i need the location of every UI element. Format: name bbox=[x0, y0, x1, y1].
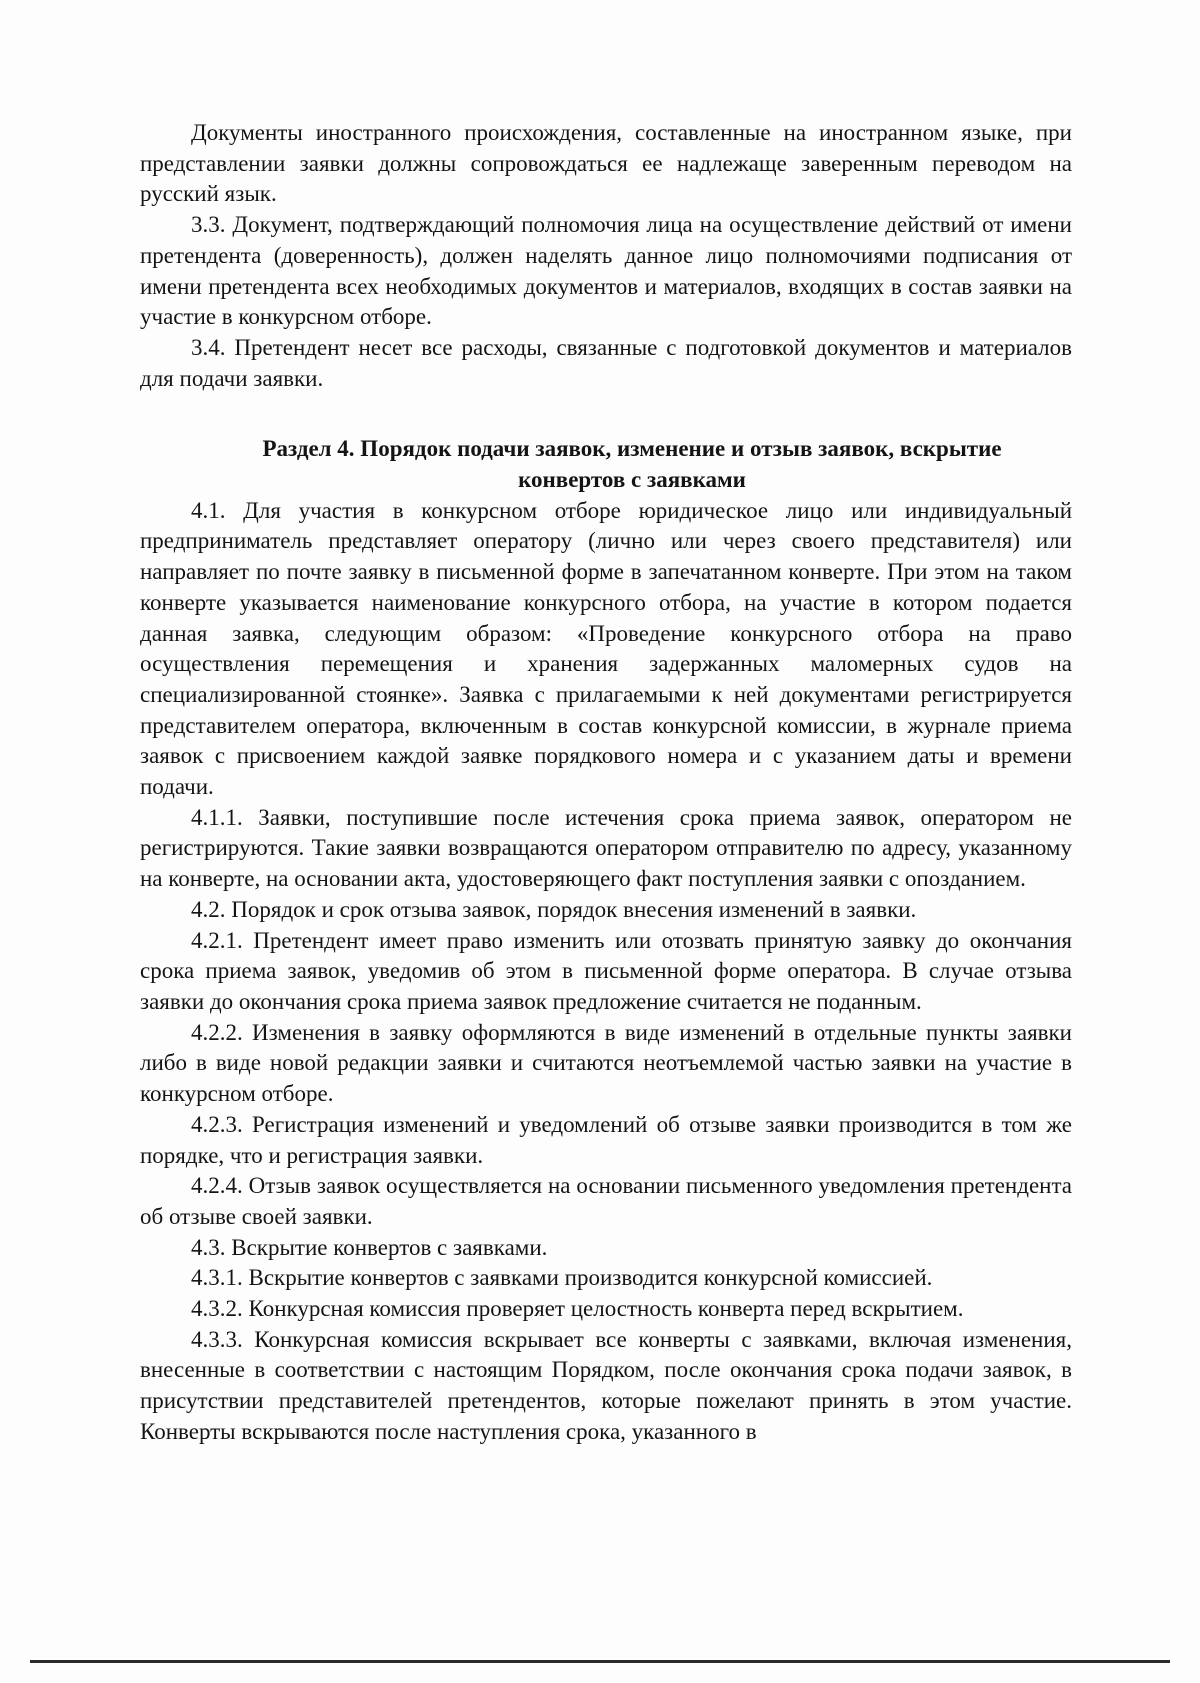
paragraph-4-3-2: 4.3.2. Конкурсная комиссия проверяет целостность конверта перед вскрытием. bbox=[191, 1296, 964, 1322]
section-4-heading-line1: Раздел 4. Порядок подачи заявок, изменение и отзыв заявок, вскрытие bbox=[262, 436, 1002, 462]
document-body bbox=[140, 118, 1072, 1448]
section-4-heading bbox=[140, 434, 1072, 495]
page-bottom-rule bbox=[30, 1660, 1170, 1663]
paragraph-3-4: 3.4. Претендент несет все расходы, связанные с подготовкой документов и материалов для подачи заявки. bbox=[140, 334, 1072, 391]
paragraph-4-2-3: 4.2.3. Регистрация изменений и уведомлений об отзыве заявки производится в том же порядке, что и регистрация заявки. bbox=[140, 1111, 1072, 1168]
paragraph-3-3: 3.3. Документ, подтверждающий полномочия лица на осуществление действий от имени претендента (доверенность), должен наделять данное лицо полномочиями подписания от имени претендента всех необходимых документов и материалов, входящих в состав заявки на участие в конкурсном отборе. bbox=[140, 212, 1072, 330]
paragraph-4-3: 4.3. Вскрытие конвертов с заявками. bbox=[191, 1234, 548, 1260]
paragraph-4-2-4: 4.2.4. Отзыв заявок осуществляется на основании письменного уведомления претендента об отзыве своей заявки. bbox=[140, 1173, 1072, 1229]
paragraph-4-2: 4.2. Порядок и срок отзыва заявок, порядок внесения изменений в заявки. bbox=[191, 896, 917, 922]
paragraph-4-2-2: 4.2.2. Изменения в заявку оформляются в виде изменений в отдельные пункты заявки либо в виде новой редакции заявки и считаются неотъемлемой частью заявки на участие в конкурсном отборе. bbox=[140, 1019, 1072, 1107]
paragraph-foreign-documents: Документы иностранного происхождения, составленные на иностранном языке, при представлении заявки должны сопровождаться ее надлежаще заверенным переводом на русский язык. bbox=[140, 120, 1072, 207]
paragraph-4-1-1: 4.1.1. Заявки, поступившие после истечения срока приема заявок, оператором не регистрируются. Такие заявки возвращаются оператором отправителю по адресу, указанному на конверте, на основании акта, удостоверяющего факт поступления заявки с опозданием. bbox=[140, 804, 1072, 892]
section-4-heading-line2: конвертов с заявками bbox=[518, 467, 746, 493]
paragraph-4-3-1: 4.3.1. Вскрытие конвертов с заявками производится конкурсной комиссией. bbox=[191, 1265, 933, 1291]
paragraph-4-2-1: 4.2.1. Претендент имеет право изменить или отозвать принятую заявку до окончания срока приема заявок, уведомив об этом в письменной форме оператора. В случае отзыва заявки до окончания срока приема заявок предложение считается не поданным. bbox=[140, 927, 1072, 1014]
paragraph-4-1: 4.1. Для участия в конкурсном отборе юридическое лицо или индивидуальный предприниматель представляет оператору (лично или через своего представителя) или направляет по почте заявку в письменной форме в запечатанном конверте. При этом на таком конверте указывается наименование конкурсного отбора, на участие в котором подается данная заявка, следующим образом: «Проведение конкурсного отбора на право осуществления перемещения и хранения задержанных маломерных судов на специализированной стоянке». Заявка с прилагаемыми к ней документами регистрируется представителем оператора, включенным в состав конкурсной комиссии, в журнале приема заявок с присвоением каждой заявке порядкового номера и с указанием даты и времени подачи. bbox=[140, 497, 1072, 800]
paragraph-4-3-3: 4.3.3. Конкурсная комиссия вскрывает все конверты с заявками, включая изменения, внесенные в соответствии с настоящим Порядком, после окончания срока подачи заявок, в присутствии представителей претендентов, которые пожелают принять в этом участие. Конверты вскрываются после наступления срока, указанного в bbox=[140, 1326, 1072, 1444]
